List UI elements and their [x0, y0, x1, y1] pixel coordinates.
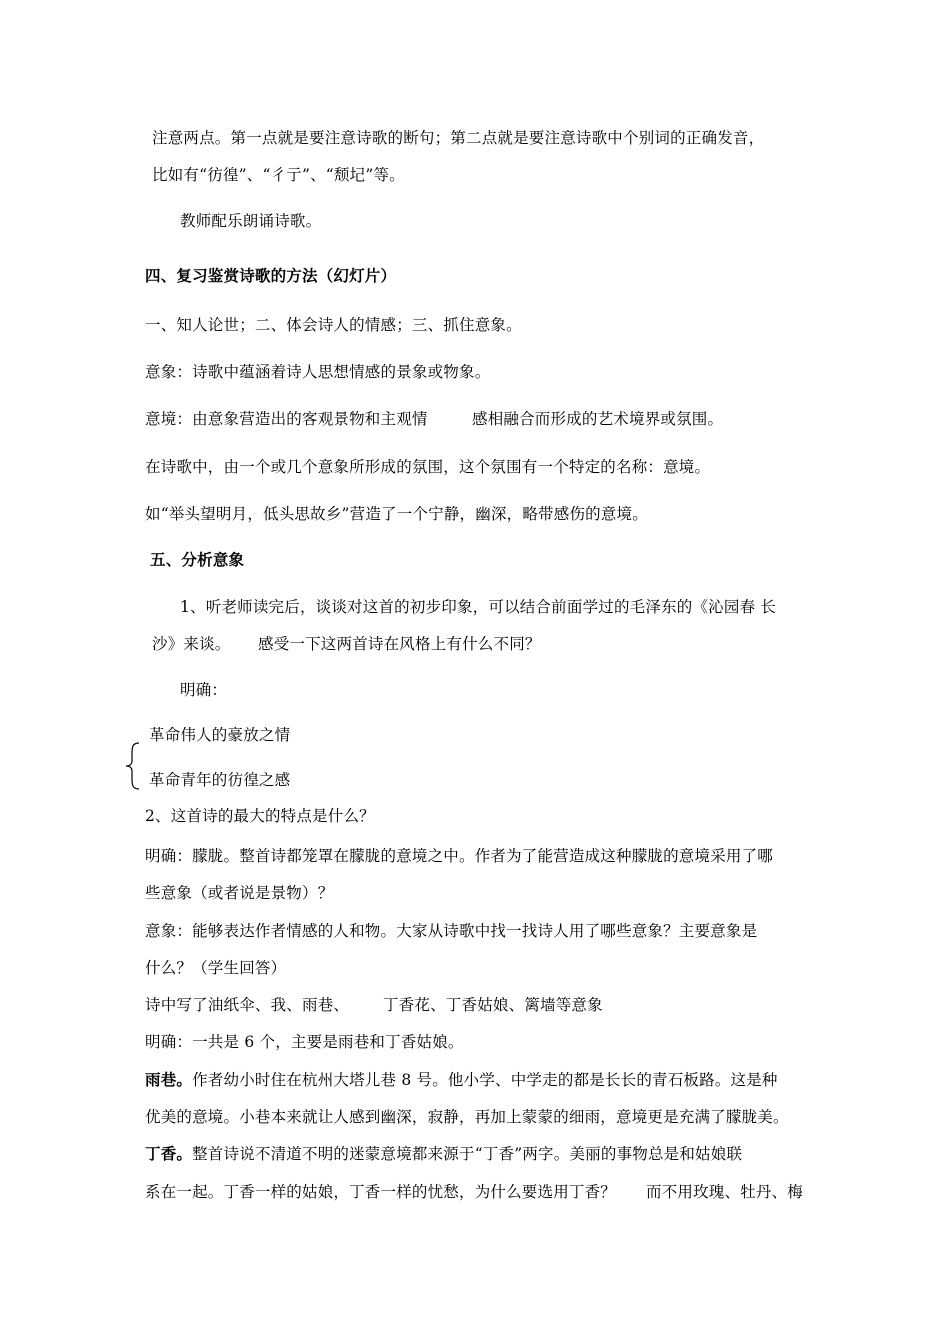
- paragraph-line: 意象：能够表达作者情感的人和物。大家从诗歌中找一找诗人用了哪些意象？主要意象是: [145, 922, 758, 940]
- paragraph-line: 1、听老师读完后，谈谈对这首的初步印象，可以结合前面学过的毛泽东的《沁园春 长: [180, 598, 777, 616]
- section-heading: 四、复习鉴赏诗歌的方法（幻灯片）: [145, 266, 397, 285]
- paragraph-line: 注意两点。第一点就是要注意诗歌的断句；第二点就是要注意诗歌中个别词的正确发音，: [152, 129, 765, 147]
- curly-brace-icon: [125, 742, 141, 790]
- paragraph-line: 丁香花、丁香姑娘、篱墙等意象: [383, 996, 603, 1014]
- paragraph-line: [145, 1144, 742, 1164]
- paragraph-line: 意象：诗歌中蕴涵着诗人思想情感的景象或物象。: [145, 363, 491, 381]
- paragraph-line: 比如有“彷徨”、“彳亍”、“颓圮”等。: [152, 166, 405, 184]
- paragraph-line: 2、这首诗的最大的特点是什么？: [145, 807, 375, 825]
- paragraph-line: 明确：: [180, 681, 228, 699]
- paragraph-line: 沙》来谈。: [152, 635, 231, 653]
- paragraph-line: 在诗歌中，由一个或几个意象所形成的氛围，这个氛围有一个特定的名称：意境。: [145, 458, 711, 476]
- paragraph-line: 明确：朦胧。整首诗都笼罩在朦胧的意境之中。作者为了能营造成这种朦胧的意境采用了哪: [145, 847, 774, 865]
- term-text: 整首诗说不清道不明的迷蒙意境都来源于“丁香”两字。美丽的事物总是和姑娘联: [192, 1145, 743, 1163]
- brace-item: 革命伟人的豪放之情: [149, 726, 291, 744]
- paragraph-line: 优美的意境。小巷本来就让人感到幽深，寂静，再加上蒙蒙的细雨，意境更是充满了朦胧美。: [145, 1108, 789, 1126]
- paragraph-line: 什么？（学生回答）: [145, 959, 287, 977]
- paragraph-line: 如“举头望明月，低头思故乡”营造了一个宁静，幽深，略带感伤的意境。: [145, 505, 648, 523]
- paragraph-line: 教师配乐朗诵诗歌。: [180, 212, 322, 230]
- paragraph-line: 明确：一共是 6 个，主要是雨巷和丁香姑娘。: [145, 1033, 464, 1051]
- paragraph-line: [145, 1070, 778, 1090]
- paragraph-line: 诗中写了油纸伞、我、雨巷、: [145, 996, 350, 1014]
- term-label: 丁香。: [145, 1144, 193, 1163]
- section-heading: 五、分析意象: [150, 550, 245, 569]
- paragraph-line: 系在一起。丁香一样的姑娘，丁香一样的忧愁，为什么要选用丁香？: [145, 1183, 617, 1201]
- paragraph-line: 意境：由意象营造出的客观景物和主观情: [145, 410, 428, 428]
- term-text: 作者幼小时住在杭州大塔儿巷 8 号。他小学、中学走的都是长长的青石板路。这是种: [192, 1071, 778, 1089]
- paragraph-line: 而不用玫瑰、牡丹、梅: [646, 1183, 804, 1201]
- term-label: 雨巷。: [145, 1070, 193, 1089]
- brace-item: 革命青年的彷徨之感: [149, 771, 291, 789]
- paragraph-line: 感受一下这两首诗在风格上有什么不同？: [258, 635, 541, 653]
- paragraph-line: 感相融合而形成的艺术境界或氛围。: [472, 410, 724, 428]
- paragraph-line: 一、知人论世；二、体会诗人的情感；三、抓住意象。: [145, 316, 522, 334]
- paragraph-line: 些意象（或者说是景物）？: [145, 884, 334, 902]
